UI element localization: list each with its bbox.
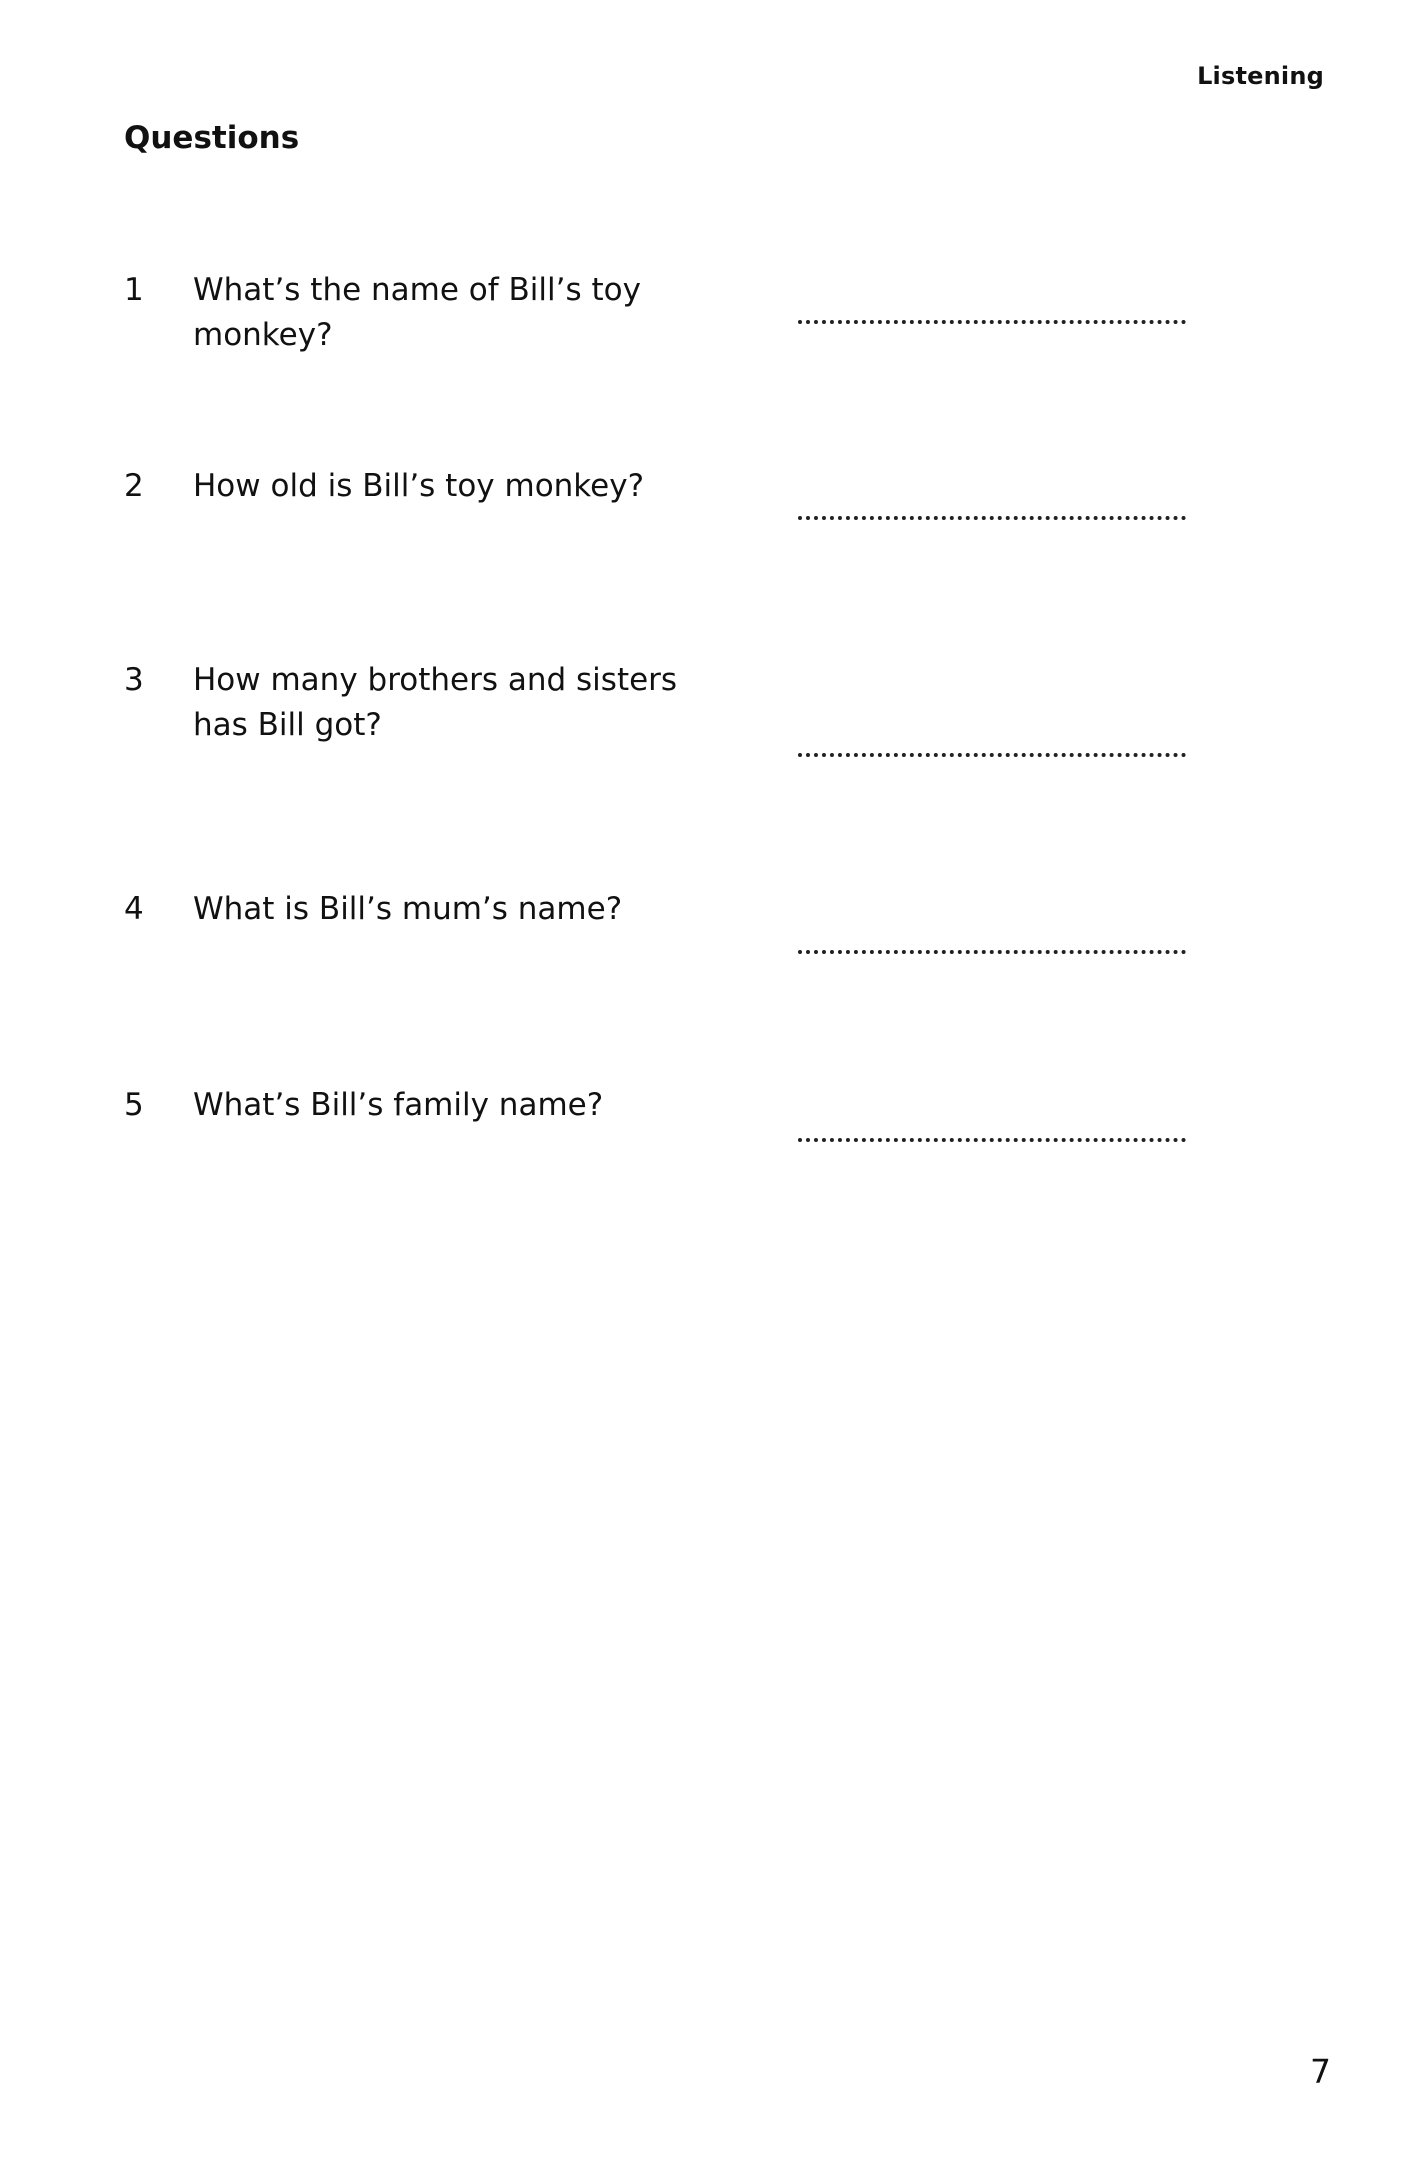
answer-line-2[interactable] <box>798 516 1186 520</box>
answer-line-5[interactable] <box>798 1138 1186 1142</box>
question-text: What’s the name of Bill’s toy monkey? <box>193 272 641 353</box>
question-3 <box>0 658 1408 748</box>
question-text: What is Bill’s mum’s name? <box>193 891 623 927</box>
question-number: 4 <box>124 891 144 927</box>
question-number: 3 <box>124 662 144 698</box>
answer-line-3[interactable] <box>798 753 1186 757</box>
question-text: How many brothers and sisters has Bill got? <box>193 662 678 743</box>
section-label: Listening <box>1197 62 1324 90</box>
question-number: 5 <box>124 1087 144 1123</box>
question-text: What’s Bill’s family name? <box>193 1087 604 1123</box>
question-4 <box>0 887 1408 977</box>
question-number: 2 <box>124 468 144 504</box>
page-number: 7 <box>1310 2052 1331 2091</box>
question-text: How old is Bill’s toy monkey? <box>193 468 645 504</box>
question-2 <box>0 464 1408 554</box>
answer-line-4[interactable] <box>798 950 1186 954</box>
question-1 <box>0 268 1408 358</box>
page-heading: Questions <box>124 120 300 156</box>
question-5 <box>0 1083 1408 1173</box>
answer-line-1[interactable] <box>798 320 1186 324</box>
question-number: 1 <box>124 272 144 308</box>
